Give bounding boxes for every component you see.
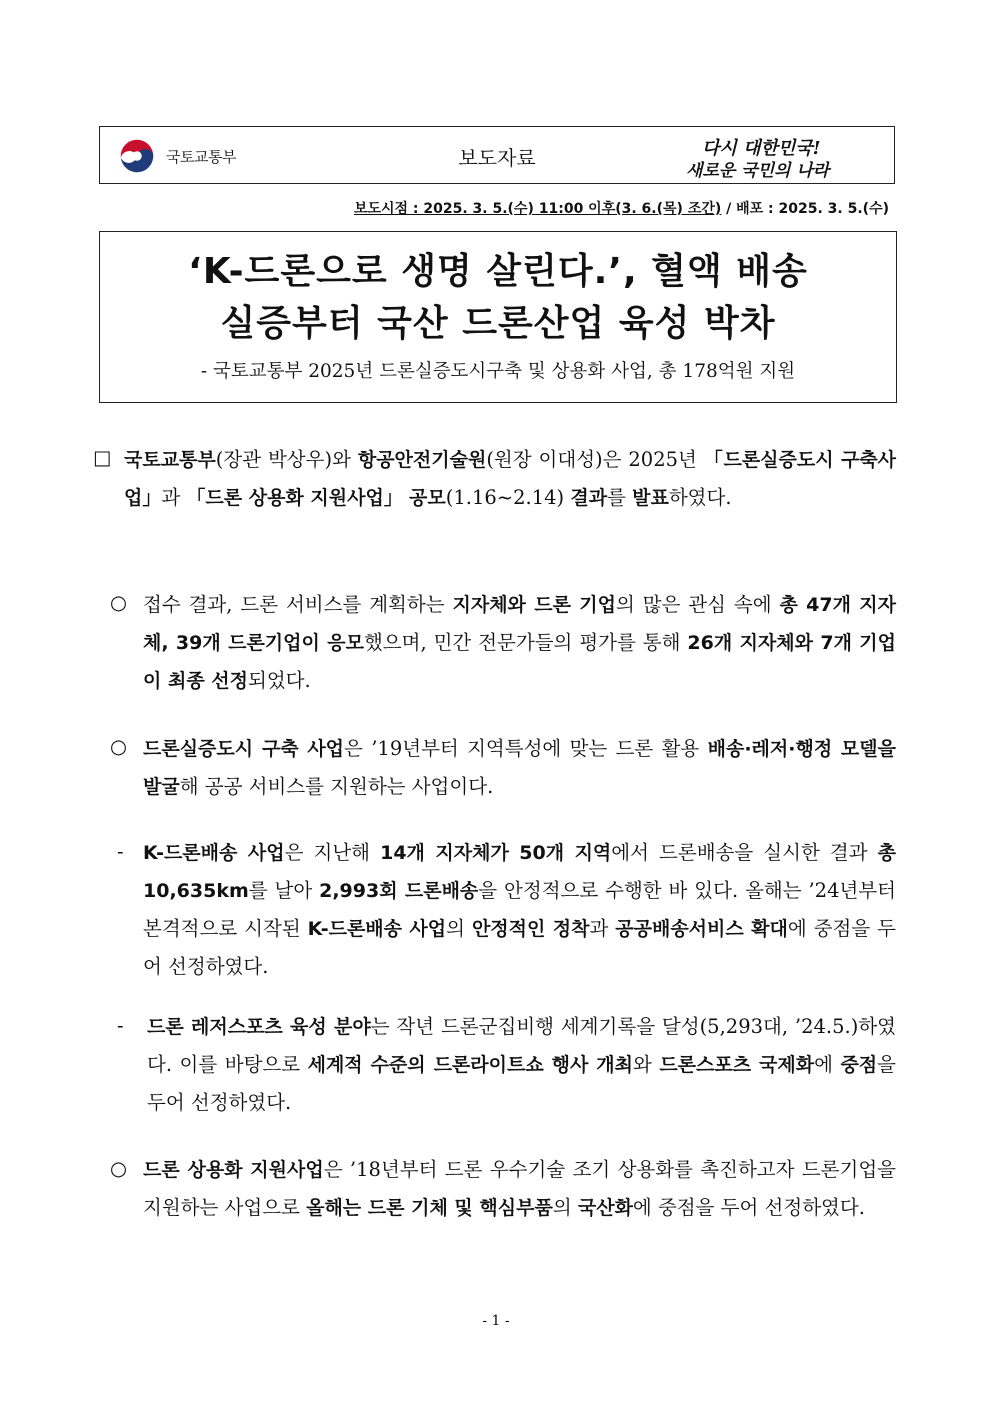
slogan-line-1: 다시 대한민국! <box>702 138 821 159</box>
header-box <box>99 126 895 184</box>
paragraph-announcement <box>124 441 896 517</box>
emphasis-text: 드론 레저스포츠 육성 분야 <box>147 1016 371 1038</box>
document-type: 보도자료 <box>458 146 536 170</box>
emphasis-text: 결과 <box>570 487 608 509</box>
body-text: 에 중점을 두어 선정하였다. <box>632 1196 865 1219</box>
emphasis-text: 국토교통부 <box>124 449 216 471</box>
body-text: 의 <box>446 917 472 940</box>
title-box <box>99 231 897 403</box>
emphasis-text: 공모 <box>409 487 446 509</box>
body-text: 를 날아 <box>248 879 320 902</box>
emphasis-text: 국산화 <box>577 1197 633 1219</box>
emphasis-text: 공공배송서비스 확대 <box>615 918 788 940</box>
body-text: 에 <box>814 1053 841 1076</box>
emphasis-text: 세계적 수준의 드론라이트쇼 행사 개최 <box>307 1054 633 1076</box>
ministry-name: 국토교통부 <box>166 148 236 166</box>
paragraph-applications <box>143 586 896 700</box>
emphasis-text: K-드론배송 사업 <box>143 842 285 864</box>
paragraph-commercialization <box>143 1151 903 1227</box>
body-text: 과 <box>161 486 187 509</box>
body-text: (원장 이대성)은 2025년 <box>486 448 704 471</box>
subtitle: - 국토교통부 2025년 드론실증도시구축 및 상용화 사업, 총 178억원 지원 <box>200 361 796 382</box>
emphasis-text: 항공안전기술원 <box>357 449 487 471</box>
emphasis-text: 14개 지자체가 50개 지역 <box>380 842 612 864</box>
slogan-line-2: 새로운 국민의 나라 <box>686 161 830 181</box>
circle-bullet: ○ <box>110 735 128 758</box>
emphasis-text: 드론스포츠 국제화 <box>659 1054 815 1076</box>
emphasis-text: 올해는 드론 기체 및 핵심부품 <box>306 1197 553 1219</box>
emphasis-text: 총 47개 지자체, 39개 드론기업이 응모 <box>143 594 897 654</box>
circle-bullet: ○ <box>110 591 128 614</box>
page-number: - 1 - <box>482 1313 510 1329</box>
body-text: (장관 박상우)와 <box>215 448 358 471</box>
square-bullet: □ <box>93 446 112 469</box>
body-text: 를 <box>607 486 633 509</box>
body-text: 접수 결과, 드론 서비스를 계획하는 <box>143 593 453 616</box>
emphasis-text: 「드론실증도시 구축사업」 <box>124 449 896 509</box>
body-text: 은 ’19년부터 지역특성에 맞는 드론 활용 <box>344 737 708 760</box>
headline-line-1: ‘K-드론으로 생명 살린다.’, 혈액 배송 <box>188 251 808 292</box>
body-text: 에서 드론배송을 실시한 결과 <box>611 841 878 864</box>
headline-line-2: 실증부터 국산 드론산업 육성 박차 <box>220 303 776 344</box>
emphasis-text: 중점 <box>840 1054 878 1076</box>
body-text: 은 ’18년부터 드론 우수기술 조기 상용화를 촉진하고자 드론기업을 지원하는 사업으로 <box>143 1158 903 1219</box>
body-text: 을 두어 선정하였다. <box>147 1053 903 1114</box>
body-text: 해 공공 서비스를 지원하는 사업이다. <box>179 775 494 798</box>
emphasis-text: 2,993회 드론배송 <box>319 880 479 902</box>
body-text: 했으며, 민간 전문가들의 평가를 통해 <box>363 631 688 654</box>
body-text: 는 작년 드론군집비행 세계기록을 달성(5,293대, ’24.5.)하였다. 이를 바탕으로 <box>147 1015 896 1076</box>
emphasis-text: 드론 상용화 지원사업 <box>143 1159 324 1181</box>
distribution-date: / 배포 : 2025. 3. 5.(수) <box>721 201 889 217</box>
circle-bullet: ○ <box>110 1157 128 1180</box>
emphasis-text: 배송·레저·행정 모델을 발굴 <box>143 738 903 798</box>
paragraph-delivery <box>143 834 903 985</box>
body-text: 의 <box>552 1196 578 1219</box>
body-text: 되었다. <box>248 669 311 692</box>
emphasis-text: 26개 지자체와 7개 기업이 최종 선정 <box>143 632 896 692</box>
emphasis-text: 「드론 상용화 지원사업」 <box>186 487 403 509</box>
slogan-logo <box>684 132 874 182</box>
body-text: 의 많은 관심 속에 <box>615 593 780 616</box>
dash-bullet: - <box>117 840 124 863</box>
emphasis-text: 총 10,635km <box>143 842 903 902</box>
body-text: 와 <box>632 1053 660 1076</box>
body-text: 하였다. <box>668 486 732 509</box>
body-text: 에 중점을 두어 선정하였다. <box>143 917 896 978</box>
emphasis-text: K-드론배송 사업 <box>307 918 447 940</box>
dash-bullet: - <box>117 1014 124 1037</box>
paragraph-leisure-sports <box>147 1008 903 1121</box>
emphasis-text: 안정적인 정착 <box>471 918 590 940</box>
paragraph-demo-city <box>143 730 903 806</box>
release-info <box>354 198 889 218</box>
emphasis-text: 드론실증도시 구축 사업 <box>143 738 345 760</box>
body-text: (1.16~2.14) <box>445 486 571 509</box>
emphasis-text: 지자체와 드론 기업 <box>452 594 616 616</box>
body-text: 과 <box>589 917 616 940</box>
embargo-time: 보도시점 : 2025. 3. 5.(수) 11:00 이후(3. 6.(목) 조간) <box>353 201 722 217</box>
emphasis-text: 발표 <box>632 487 669 509</box>
body-text: 은 지난해 <box>284 841 381 864</box>
body-text: 을 안정적으로 수행한 바 있다. 올해는 ’24년부터 본격적으로 시작된 <box>143 879 903 940</box>
